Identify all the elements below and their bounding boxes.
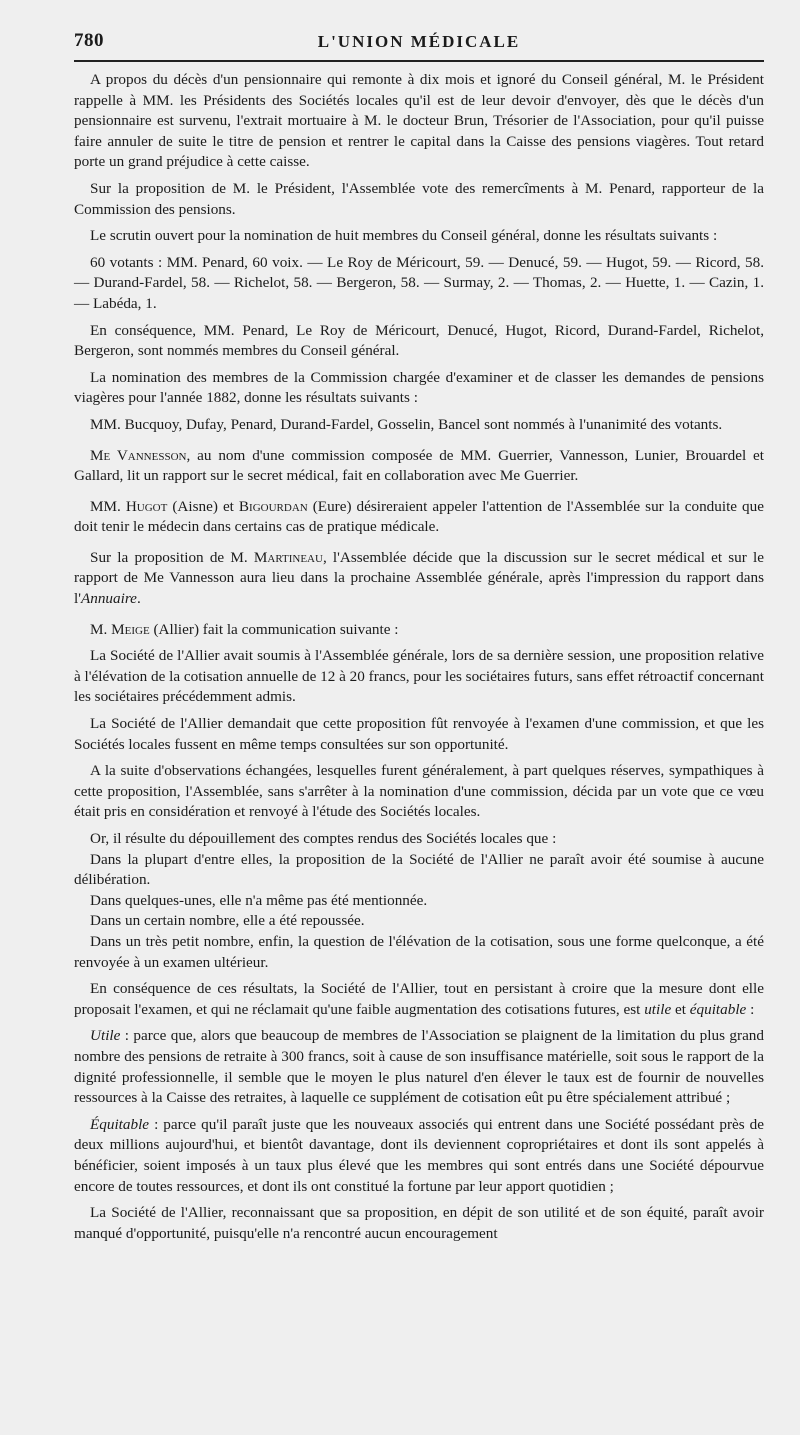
paragraph-text: : parce qu'il paraît juste que les nouveaux associés qui entrent dans une Société possédant près de deux millions aujourd'hui, et bientôt davantage, dont ils deviennent copropriétaires et dont ils sont appelés à bénéficier, soient imposés à un taux plus élevé que les membres qui sont entrés dans une Société dépourvue encore de toutes ressources, et dont ils ont constitué la fortune par leur apport quotidien ;	[74, 1115, 764, 1195]
communication-paragraph: Or, il résulte du dépouillement des comptes rendus des Sociétés locales que :	[90, 830, 557, 847]
paragraph-text: : parce que, alors que beaucoup de membres de l'Association se plaignent de la limitation du plus grand nombre des pensions de retraite à 300 francs, soit à cause de son insuffisance matérielle, soit sous le rapport de la dignité professionnelle, il semble que le moyen le plus naturel d'en élever le taux est de fournir de nouvelles ressources à la Caisse des retraites, à laquelle ce supplément de cotisation eût pu être spécialement attribué ;	[74, 1027, 764, 1107]
paragraph-text: .	[136, 590, 141, 608]
italic-utile: utile	[644, 1000, 672, 1018]
page-number: 780	[74, 30, 104, 51]
paragraph-consequence	[74, 979, 764, 1020]
communication-paragraph: La Société de l'Allier avait soumis à l'Assemblée générale, lors de sa dernière session, une proposition relative à l'élévation de la cotisation annuelle de 12 à 20 francs, pour les sociétaires futurs, sans effet rétroactif concernant les sociétaires précédemment admis.	[74, 647, 764, 706]
paragraph-text: (Allier) fait la communication suivante :	[149, 620, 399, 638]
paragraph-deces: A propos du décès d'un pensionnaire qui remonte à dix mois et ignoré du Conseil général, M. le Président rappelle à MM. les Présidents des Sociétés locales qu'il est de leur devoir d'envoyer, dès que le décès d'un pensionnaire est survenu, l'extrait mortuaire à M. le docteur Brun, Trésorier de l'Association, pour qu'il puisse faire annuler de suite le titre de pension et rentrer le capital dans la Caisse des pensions viagères. Tout retard porte un grand préjudice à cette caisse.	[74, 71, 764, 171]
communication-paragraph: A la suite d'observations échangées, lesquelles furent généralement, à part quelques réserves, sympathiques à cette proposition, l'Assemblée, sans s'arrêter à la nomination d'une commission, décida par un vote que ce vœu était pris en considération et renvoyé à l'étude des Sociétés locales.	[74, 762, 764, 821]
communication-paragraph: Dans un certain nombre, elle a été repoussée.	[90, 912, 365, 930]
communication-paragraph: Dans la plupart d'entre elles, la proposition de la Société de l'Allier ne paraît avoir été soumise à aucune délibération.	[74, 850, 764, 889]
paragraph-vannesson	[74, 446, 764, 487]
page-body	[74, 70, 764, 1244]
paragraph-utile	[74, 1026, 764, 1108]
paragraph-text: , au nom d'une commission composée de MM. Guerrier, Vannesson, Lunier, Brouardel et Gallard, lit un rapport sur le secret médical, fait en collaboration avec Me Guerrier.	[74, 446, 765, 485]
paragraph-nommes-conseil: En conséquence, MM. Penard, Le Roy de Méricourt, Denucé, Hugot, Ricord, Durand-Fardel, Richelot, Bergeron, sont nommés membres du Conseil général.	[74, 321, 764, 360]
paragraph-text: M.	[90, 620, 112, 638]
paragraph-text: MM.	[90, 497, 126, 515]
speaker-name: Meige	[111, 620, 150, 638]
paragraph-votes: 60 votants : MM. Penard, 60 voix. — Le Roy de Méricourt, 59. — Denucé, 59. — Hugot, 59. — Ricord, 58. — Durand-Fardel, 58. — Richelot, 58. — Bergeron, 58. — Surmay, 2. — Thomas, 2. — Huette, 1. — Cazin, 1. — Labéda, 1.	[74, 253, 764, 312]
term-equitable: Équitable	[90, 1115, 150, 1133]
paragraph-hugot	[74, 497, 764, 538]
paragraph-remerciments: Sur la proposition de M. le Président, l'Assemblée vote des remercîments à M. Penard, rapporteur de la Commission des pensions.	[74, 179, 764, 218]
paragraph-text: En conséquence de ces résultats, la Société de l'Allier, tout en persistant à croire que la mesure dont elle proposait l'examen, et qui ne réclamait qu'une faible augmentation des cotisations futures, est	[74, 980, 764, 1018]
paragraph-martineau	[74, 548, 764, 610]
paragraph-text: :	[746, 1000, 755, 1018]
communication-paragraph: Dans quelques-unes, elle n'a même pas été mentionnée.	[90, 891, 428, 909]
running-title: L'UNION MÉDICALE	[317, 32, 521, 51]
page-header	[74, 26, 764, 62]
paragraph-text: , l'Assemblée décide que la discussion sur le secret médical et sur le rapport de Me Vannesson aura lieu dans la prochaine Assemblée générale, après l'impression du rapport dans l'	[74, 548, 764, 608]
paragraph-text: Sur la proposition de M.	[90, 548, 254, 566]
paragraph-nommes-commission: MM. Bucquoy, Dufay, Penard, Durand-Fardel, Gosselin, Bancel sont nommés à l'unanimité des votants.	[90, 415, 723, 433]
paragraph-text: (Aisne) et	[167, 497, 239, 515]
communication-paragraph: Dans un très petit nombre, enfin, la question de l'élévation de la cotisation, sous une forme quelconque, a été renvoyée à un examen ultérieur.	[74, 932, 764, 971]
term-utile: Utile	[90, 1027, 121, 1045]
speaker-name: Martineau	[253, 548, 323, 566]
italic-equitable: équitable	[689, 1000, 747, 1018]
speaker-name: Bigourdan	[238, 497, 308, 515]
paragraph-meige	[74, 620, 764, 641]
paragraph-text: (Eure) désireraient appeler l'attention de l'Assemblée sur la conduite que doit tenir le médecin dans certains cas de pratique médicale.	[74, 497, 764, 536]
speaker-name: Me Vannesson	[90, 446, 187, 464]
paragraph-text: et	[671, 1000, 690, 1018]
communication-paragraph: La Société de l'Allier demandait que cette proposition fût renvoyée à l'examen d'une commission, et que les Sociétés locales fussent en même temps consultées sur son opportunité.	[74, 715, 764, 753]
paragraph-last: La Société de l'Allier, reconnaissant que sa proposition, en dépit de son utilité et de son équité, paraît avoir manqué d'opportunité, puisqu'elle n'a rencontré aucun encouragement	[74, 1204, 764, 1242]
paragraph-equitable	[74, 1115, 764, 1197]
speaker-name: Hugot	[125, 497, 168, 515]
paragraph-commission-pensions: La nomination des membres de la Commission chargée d'examiner et de classer les demandes de pensions viagères pour l'année 1882, donne les résultats suivants :	[74, 368, 764, 407]
italic-annuaire: Annuaire	[80, 590, 137, 608]
paragraph-scrutin: Le scrutin ouvert pour la nomination de huit membres du Conseil général, donne les résultats suivants :	[90, 227, 718, 245]
